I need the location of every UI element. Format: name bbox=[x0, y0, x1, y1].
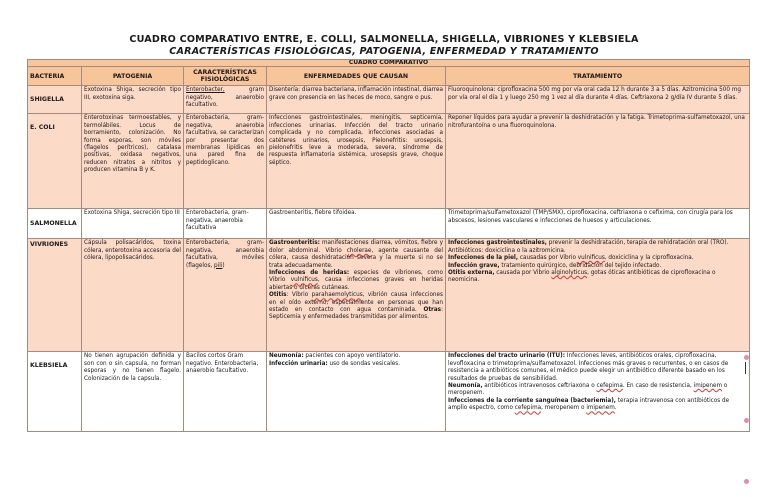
header-caracteristicas: CARACTERÍSTICAS FISIOLÓGICAS bbox=[184, 67, 267, 86]
caracteristicas-cell: Enterobacteria, gram-negativa, anaerobia facultativa, se caracterizan por presentar dos membranas lipídicas en una pared fina de peptidoglicano. bbox=[184, 114, 267, 209]
patogenia-cell: Exotoxina Shiga, secreción tipo III bbox=[82, 209, 184, 239]
otras-text: : Septicemia y enfermedades transmitidas por alimentos. bbox=[269, 307, 443, 321]
tratamiento-cell: Trimetoprima/sulfametoxazol (TMP/SMX), ciprofloxacina, ceftriaxona o cefixima, con cirugía para los abscesos, lesiones vasculares e infecciones de huesos y articulaciones. bbox=[446, 209, 750, 239]
table-caption: CUADRO COMPARATIVO bbox=[28, 60, 750, 67]
patogenia-cell: Enterotoxinas termoestables, y termolábiles. Locus de borramiento, colonización. No forma esporas, son móviles (flagelos perítricos), catalasa positivas, oxidasa negativos, reducen nitratos a nitritos y producen vitamina B y K. bbox=[82, 114, 184, 209]
text-cursor bbox=[745, 362, 746, 374]
caracteristicas-cell bbox=[184, 86, 267, 114]
tratamiento-cell bbox=[446, 352, 750, 432]
bacteria-name: KLEBSIELA bbox=[28, 352, 82, 432]
bacteria-name: SHIGELLA bbox=[28, 86, 82, 114]
caracteristicas-cell bbox=[184, 239, 267, 352]
tratamiento-cell bbox=[446, 239, 750, 352]
resize-handle-top[interactable] bbox=[744, 355, 749, 360]
trat-otitis-label: Otitis externa, bbox=[448, 270, 495, 277]
trat-gastro-text: prevenir la deshidratación, terapia de rehidratación oral (TRO). Antibióticos: doxiciclina o la azitromicina. bbox=[448, 240, 729, 254]
neumonia-label: Neumonía: bbox=[269, 353, 304, 360]
trat-otitis-text: causada por Vibrio bbox=[494, 270, 552, 277]
pili-term: pili bbox=[214, 262, 223, 269]
patogenia-cell: No tienen agrupación definida y son con o sin capsula, no forman esporas y no tienen flagelo. Colonización de la capsula. bbox=[82, 352, 184, 432]
header-enfermedades: ENFERMEDADES QUE CAUSAN bbox=[267, 67, 446, 86]
gastroenteritis-text: manifestaciones diarrea, vómitos, fiebre y dolor abdominal. Vibrio bbox=[269, 240, 443, 254]
comparison-table bbox=[27, 59, 750, 432]
trat-otitis-text-end: , gotas óticas antibióticas de ciprofloxacina o neomicina. bbox=[448, 270, 716, 284]
patogenia-cell: Cápsula polisacáridos, toxina cólera, enterotoxina accesoria del cólera, lipopolisacáridos. bbox=[82, 239, 184, 352]
itu-text: uso de sondas vesicales. bbox=[327, 360, 401, 367]
trat-neumonia-text-end: o meropenem. bbox=[448, 383, 728, 397]
caracteristicas-cell: Enterobacteria, gram-negativa, anaerobia facultativa bbox=[184, 209, 267, 239]
caracteristicas-cell: Bacilos cortos Gram negativo. Enterobacteria, anaerobio facultativo. bbox=[184, 352, 267, 432]
heridas-text-end: , causa infecciones graves en heridas abiertas o úlceras cutáneas. bbox=[269, 277, 443, 291]
gastroenteritis-text-end: , agente causante del cólera, causa deshidratación severa y la muerte si no se trata adecuadamente. bbox=[269, 247, 443, 269]
imipenem-term: imipenem bbox=[586, 405, 615, 412]
cefepima-term: cefepima bbox=[596, 383, 623, 390]
table-row-klebsiela bbox=[28, 352, 750, 432]
bacteria-name: E. COLI bbox=[28, 114, 82, 209]
tratamiento-cell: Fluoroquinolona: ciprofloxacina 500 mg por vía oral cada 12 h durante 3 a 5 días. Azitromicina 500 mg por vía oral el día 1 y luego 250 mg 1 vez al día durante 4 días. Ceftriaxona 2 g/día IV durante 5 días. bbox=[446, 86, 750, 114]
tratamiento-cell: Reponer líquidos para ayudar a prevenir la deshidratación y la fatiga. Trimetoprima-sulfametoxazol, una nitrofurantoína o una fluoroquinolona. bbox=[446, 114, 750, 209]
heridas-label: Infecciones de heridas: bbox=[269, 270, 350, 277]
parahaemolyticus-term: parahaemolyticus bbox=[311, 292, 363, 299]
trat-neumonia-label: Neumonía, bbox=[448, 383, 483, 390]
bacteria-name: VIVRIONES bbox=[28, 239, 82, 352]
trat-neumonia-text: antibióticos intravenosos ceftriaxona o bbox=[482, 383, 597, 390]
imipenem-term: imipenem bbox=[693, 383, 723, 390]
cefepima-term: cefepima bbox=[514, 405, 542, 412]
trat-itu-text: Infecciones leves, antibióticos orales, ciprofloxacina, levofloxacina o trimetoprima/sulfametoxazol. Infecciones más graves o recurrentes, o en casos de resistencia a antibióticos comunes, el médico puede elegir un antibiótico diferente basado en los resultados de pruebas de sensibilidad. bbox=[448, 353, 729, 382]
document-subtitle: CARACTERÍSTICAS FISIOLÓGICAS, PATOGENIA, ENFERMEDAD Y TRATAMIENTO bbox=[169, 45, 599, 57]
header-patogenia: PATOGENIA bbox=[82, 67, 184, 86]
neumonia-text: pacientes con apoyo ventilatorio. bbox=[303, 353, 401, 360]
vulnificus-term: vulnificus bbox=[577, 255, 605, 262]
otitis-text: : Vibrio bbox=[286, 292, 312, 299]
otitis-label: Otitis bbox=[269, 292, 287, 299]
table-row-ecoli bbox=[28, 114, 750, 209]
alginolyticus-term: alginolyticus bbox=[551, 270, 588, 277]
trat-piel-text: causadas por Vibrio bbox=[518, 255, 578, 262]
document-title-block bbox=[0, 34, 768, 57]
enfermedades-cell bbox=[267, 239, 446, 352]
gastroenteritis-label: Gastroenteritis: bbox=[269, 240, 320, 247]
trat-sangre-text: terapia intravenosa con antibióticos de amplio espectro, como bbox=[448, 397, 730, 412]
otras-label: Otras bbox=[423, 307, 442, 314]
cholerae-term: cholerae bbox=[346, 247, 372, 254]
trat-sangre-text-mid: , meropenem o bbox=[541, 405, 587, 412]
trat-neumonia-text-mid: . En caso de resistencia, bbox=[622, 383, 694, 390]
patogenia-cell: Exotoxina Shiga, secreción tipo III, exotoxina siga. bbox=[82, 86, 184, 114]
vulnificus-term: vulnificus bbox=[290, 277, 318, 284]
caracteristicas-text: Enterobacteria, gram-negativa, anaerobia facultativa, móviles (flagelos, bbox=[186, 240, 264, 269]
trat-gastro-label: Infecciones gastrointestinales, bbox=[448, 240, 547, 247]
otitis-text-end: , vibrión causa infecciones en el oído externo, especialmente en personas que han estado en contacto con agua contaminada. bbox=[269, 292, 443, 314]
trat-grave-text: tratamiento quirúrgico, debridación del tejido infectado. bbox=[499, 262, 662, 269]
trat-piel-label: Infecciones de la piel, bbox=[448, 255, 519, 262]
trat-sangre-text-end: . bbox=[614, 405, 617, 412]
bacteria-name: SALMONELLA bbox=[28, 209, 82, 239]
enterobacter-term: Enterobacter, bbox=[186, 87, 225, 94]
table-row-vibriones bbox=[28, 239, 750, 352]
caracteristicas-text: gram negativo, anaerobio facultativo. bbox=[186, 87, 264, 109]
trat-piel-text-end: , doxiciclina y la ciprofloxacina. bbox=[604, 255, 694, 262]
resize-handle-bottom[interactable] bbox=[744, 479, 749, 484]
document-title: CUADRO COMPARATIVO ENTRE, E. COLLI, SALMONELLA, SHIGELLA, VIBRIONES Y KLEBSIELA bbox=[129, 34, 639, 45]
resize-handle-middle[interactable] bbox=[744, 418, 749, 423]
enfermedades-cell bbox=[267, 352, 446, 432]
header-tratamiento: TRATAMIENTO bbox=[446, 67, 750, 86]
enfermedades-cell: Infecciones gastrointestinales, meningitis, septicemia, infecciones urinarias. Infección del tracto urinario complicada y no complicada, infecciones asociadas a catéteres urinarios, urosepsis, Pielonefritis: urosepsis, pielonefritis leve a moderada, severa, síndrome de respuesta inflamatoria sistémica, urosepsis grave, choque séptico. bbox=[267, 114, 446, 209]
trat-itu-label: Infecciones del tracto urinario (ITU): bbox=[448, 353, 565, 360]
header-bacteria: BACTERIA bbox=[28, 67, 82, 86]
enfermedades-cell: Gastroenteritis, fiebre tifoidea. bbox=[267, 209, 446, 239]
caracteristicas-close: ) bbox=[222, 262, 225, 269]
table-row-shigella bbox=[28, 86, 750, 114]
table-row-salmonella bbox=[28, 209, 750, 239]
heridas-text: especies de vibriones, como Vibrio bbox=[269, 270, 443, 284]
trat-grave-label: Infección grave, bbox=[448, 262, 500, 269]
itu-label: Infección urinaria: bbox=[269, 360, 328, 367]
trat-sangre-label: Infecciones de la corriente sanguínea (bacteriemia), bbox=[448, 397, 616, 404]
enfermedades-cell: Disentería: diarrea bacteriana, inflamación intestinal, diarrea grave con presencia en las heces de moco, sangre o pus. bbox=[267, 86, 446, 114]
